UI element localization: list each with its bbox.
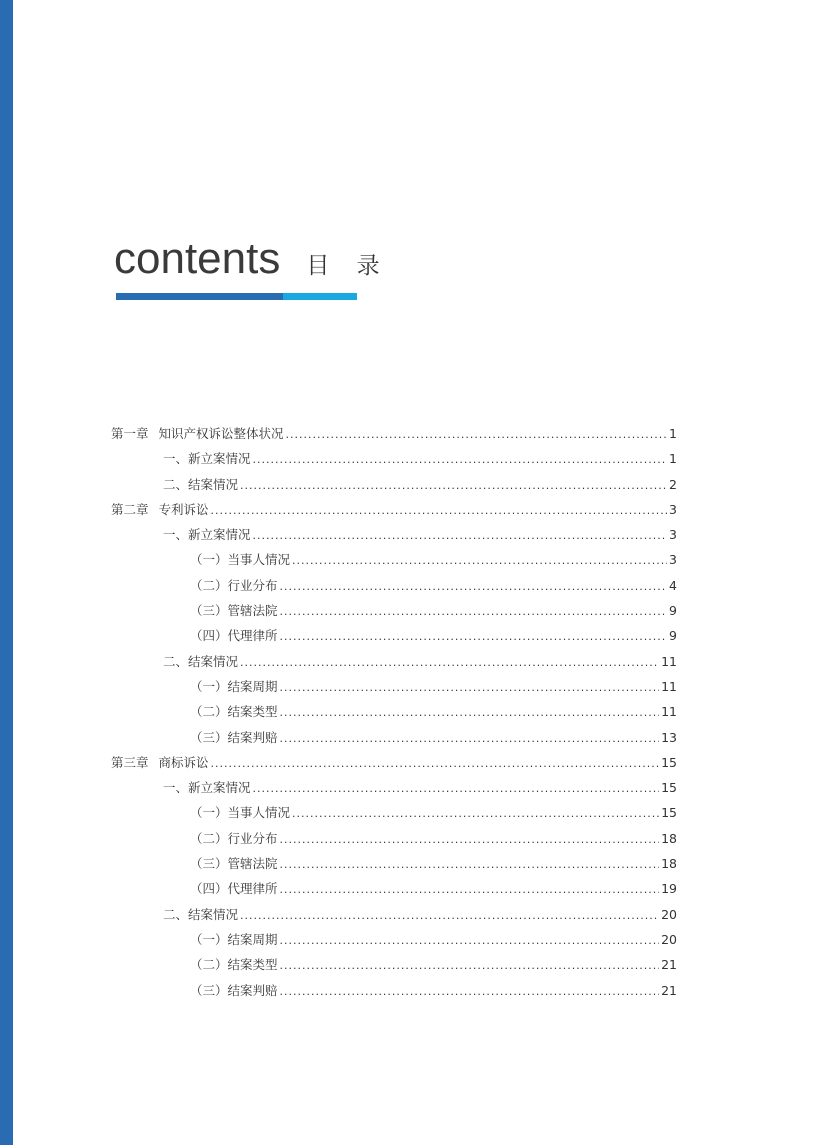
toc-page-number: 19 [661,881,677,897]
toc-entry[interactable] [111,851,677,876]
toc-leader-dots [240,650,659,675]
toc-entry-label [190,826,278,851]
toc-chapter-entry[interactable] [111,750,677,775]
toc-entry-title: （三）结案判赔 [190,982,278,998]
toc-entry-label [190,674,278,699]
toc-entry[interactable] [111,699,677,724]
toc-page-number: 9 [669,603,677,619]
toc-page-number: 15 [661,754,677,770]
toc-entry-title: （四）代理律所 [190,881,278,897]
toc-entry-label [190,800,290,825]
toc-leader-dots [280,979,660,1004]
toc-entry[interactable] [111,573,677,598]
toc-entry-title: （四）代理律所 [190,628,278,644]
toc-entry-title: 一、新立案情况 [163,451,251,467]
toc-entry-label [163,775,251,800]
toc-entry-label [190,573,278,598]
toc-entry[interactable] [111,623,677,648]
toc-leader-dots [253,447,667,472]
toc-entry-label [190,851,278,876]
toc-leader-dots [280,599,667,624]
toc-entry[interactable] [111,547,677,572]
toc-entry-title: （一）当事人情况 [190,805,291,821]
toc-leader-dots [292,801,659,826]
toc-page-number: 11 [661,704,677,720]
toc-entry[interactable] [111,649,677,674]
toc-page-number: 15 [661,805,677,821]
toc-entry[interactable] [111,876,677,901]
toc-entry-title: 知识产权诉讼整体状况 [158,426,284,441]
toc-entry[interactable] [111,800,677,825]
toc-entry-title: 一、新立案情况 [163,780,251,796]
toc-leader-dots [280,953,660,978]
toc-entry-title: 二、结案情况 [163,906,239,922]
toc-entry-label [111,750,209,775]
toc-entry-label [190,952,278,977]
toc-page-number: 9 [669,628,677,644]
toc-chapter-entry[interactable] [111,497,677,522]
toc-entry-title: （二）结案类型 [190,957,278,973]
toc-leader-dots [280,928,660,953]
toc-page-number: 21 [661,957,677,973]
toc-entry-title: （一）结案周期 [190,931,278,947]
toc-page-number: 15 [661,780,677,796]
toc-entry-title: （二）结案类型 [190,704,278,720]
toc-chapter-number: 第一章 [111,426,149,441]
toc-entry-label [163,902,238,927]
toc-leader-dots [280,827,660,852]
side-accent-bar [0,0,13,1145]
toc-leader-dots [280,852,660,877]
toc-entry[interactable] [111,446,677,471]
toc-page-number: 1 [669,451,677,467]
toc-chapter-number: 第三章 [111,754,149,770]
toc-entry-title: 二、结案情况 [163,476,239,492]
toc-page-number: 11 [661,678,677,694]
toc-entry-label [111,421,284,446]
toc-page-number: 1 [669,426,677,441]
toc-entry-label [111,497,209,522]
toc-leader-dots [280,675,660,700]
toc-entry-title: （三）结案判赔 [190,729,278,745]
toc-page-number: 3 [669,552,677,568]
toc-leader-dots [286,422,667,447]
toc-entry-title: 一、新立案情况 [163,527,251,543]
toc-leader-dots [292,548,667,573]
toc-leader-dots [280,877,660,902]
toc-entry-label [163,446,251,471]
toc-entry-title: 二、结案情况 [163,653,239,669]
toc-page-number: 3 [669,501,677,517]
toc-entry[interactable] [111,775,677,800]
toc-leader-dots [211,751,660,776]
toc-chapter-entry[interactable] [111,421,677,446]
heading-chinese: 目 录 [306,253,390,279]
toc-entry[interactable] [111,927,677,952]
toc-entry-label [190,876,278,901]
toc-entry-label [163,522,251,547]
toc-page-number: 20 [661,906,677,922]
toc-heading [114,234,390,294]
toc-entry[interactable] [111,725,677,750]
toc-entry[interactable] [111,902,677,927]
toc-leader-dots [280,624,667,649]
toc-entry-title: （二）行业分布 [190,830,278,846]
heading-underline-dark [116,293,283,300]
table-of-contents [111,421,677,1003]
toc-leader-dots [253,776,660,801]
toc-entry-label [190,978,278,1003]
toc-page-number: 13 [661,729,677,745]
toc-leader-dots [240,903,659,928]
toc-leader-dots [280,726,660,751]
toc-entry-title: 专利诉讼 [158,501,209,517]
toc-entry-label [190,598,278,623]
toc-page-number: 18 [661,856,677,872]
toc-leader-dots [280,700,660,725]
toc-entry-label [190,547,290,572]
toc-leader-dots [280,574,667,599]
toc-page-number: 3 [669,527,677,543]
toc-entry-title: （一）当事人情况 [190,552,291,568]
toc-page-number: 4 [669,577,677,593]
toc-entry-label [190,927,278,952]
toc-entry[interactable] [111,522,677,547]
toc-entry[interactable] [111,598,677,623]
toc-page-number: 18 [661,830,677,846]
toc-leader-dots [253,523,667,548]
toc-page-number: 11 [661,653,677,669]
toc-entry-label [163,472,238,497]
toc-page-number: 20 [661,931,677,947]
heading-underline-light [283,293,357,300]
toc-chapter-number: 第二章 [111,501,149,517]
heading-english: contents [114,234,281,283]
toc-entry[interactable] [111,826,677,851]
toc-entry-title: （三）管辖法院 [190,603,278,619]
toc-page-number: 2 [669,476,677,492]
toc-page-number: 21 [661,982,677,998]
toc-leader-dots [211,498,667,523]
toc-entry-label [163,649,238,674]
toc-entry-title: （三）管辖法院 [190,856,278,872]
toc-entry-title: （二）行业分布 [190,577,278,593]
toc-entry-title: 商标诉讼 [158,754,209,770]
toc-entry[interactable] [111,952,677,977]
toc-entry-label [190,725,278,750]
toc-entry-label [190,623,278,648]
toc-entry[interactable] [111,674,677,699]
toc-entry-label [190,699,278,724]
toc-leader-dots [240,473,667,498]
toc-entry[interactable] [111,472,677,497]
toc-entry-title: （一）结案周期 [190,678,278,694]
toc-entry[interactable] [111,978,677,1003]
